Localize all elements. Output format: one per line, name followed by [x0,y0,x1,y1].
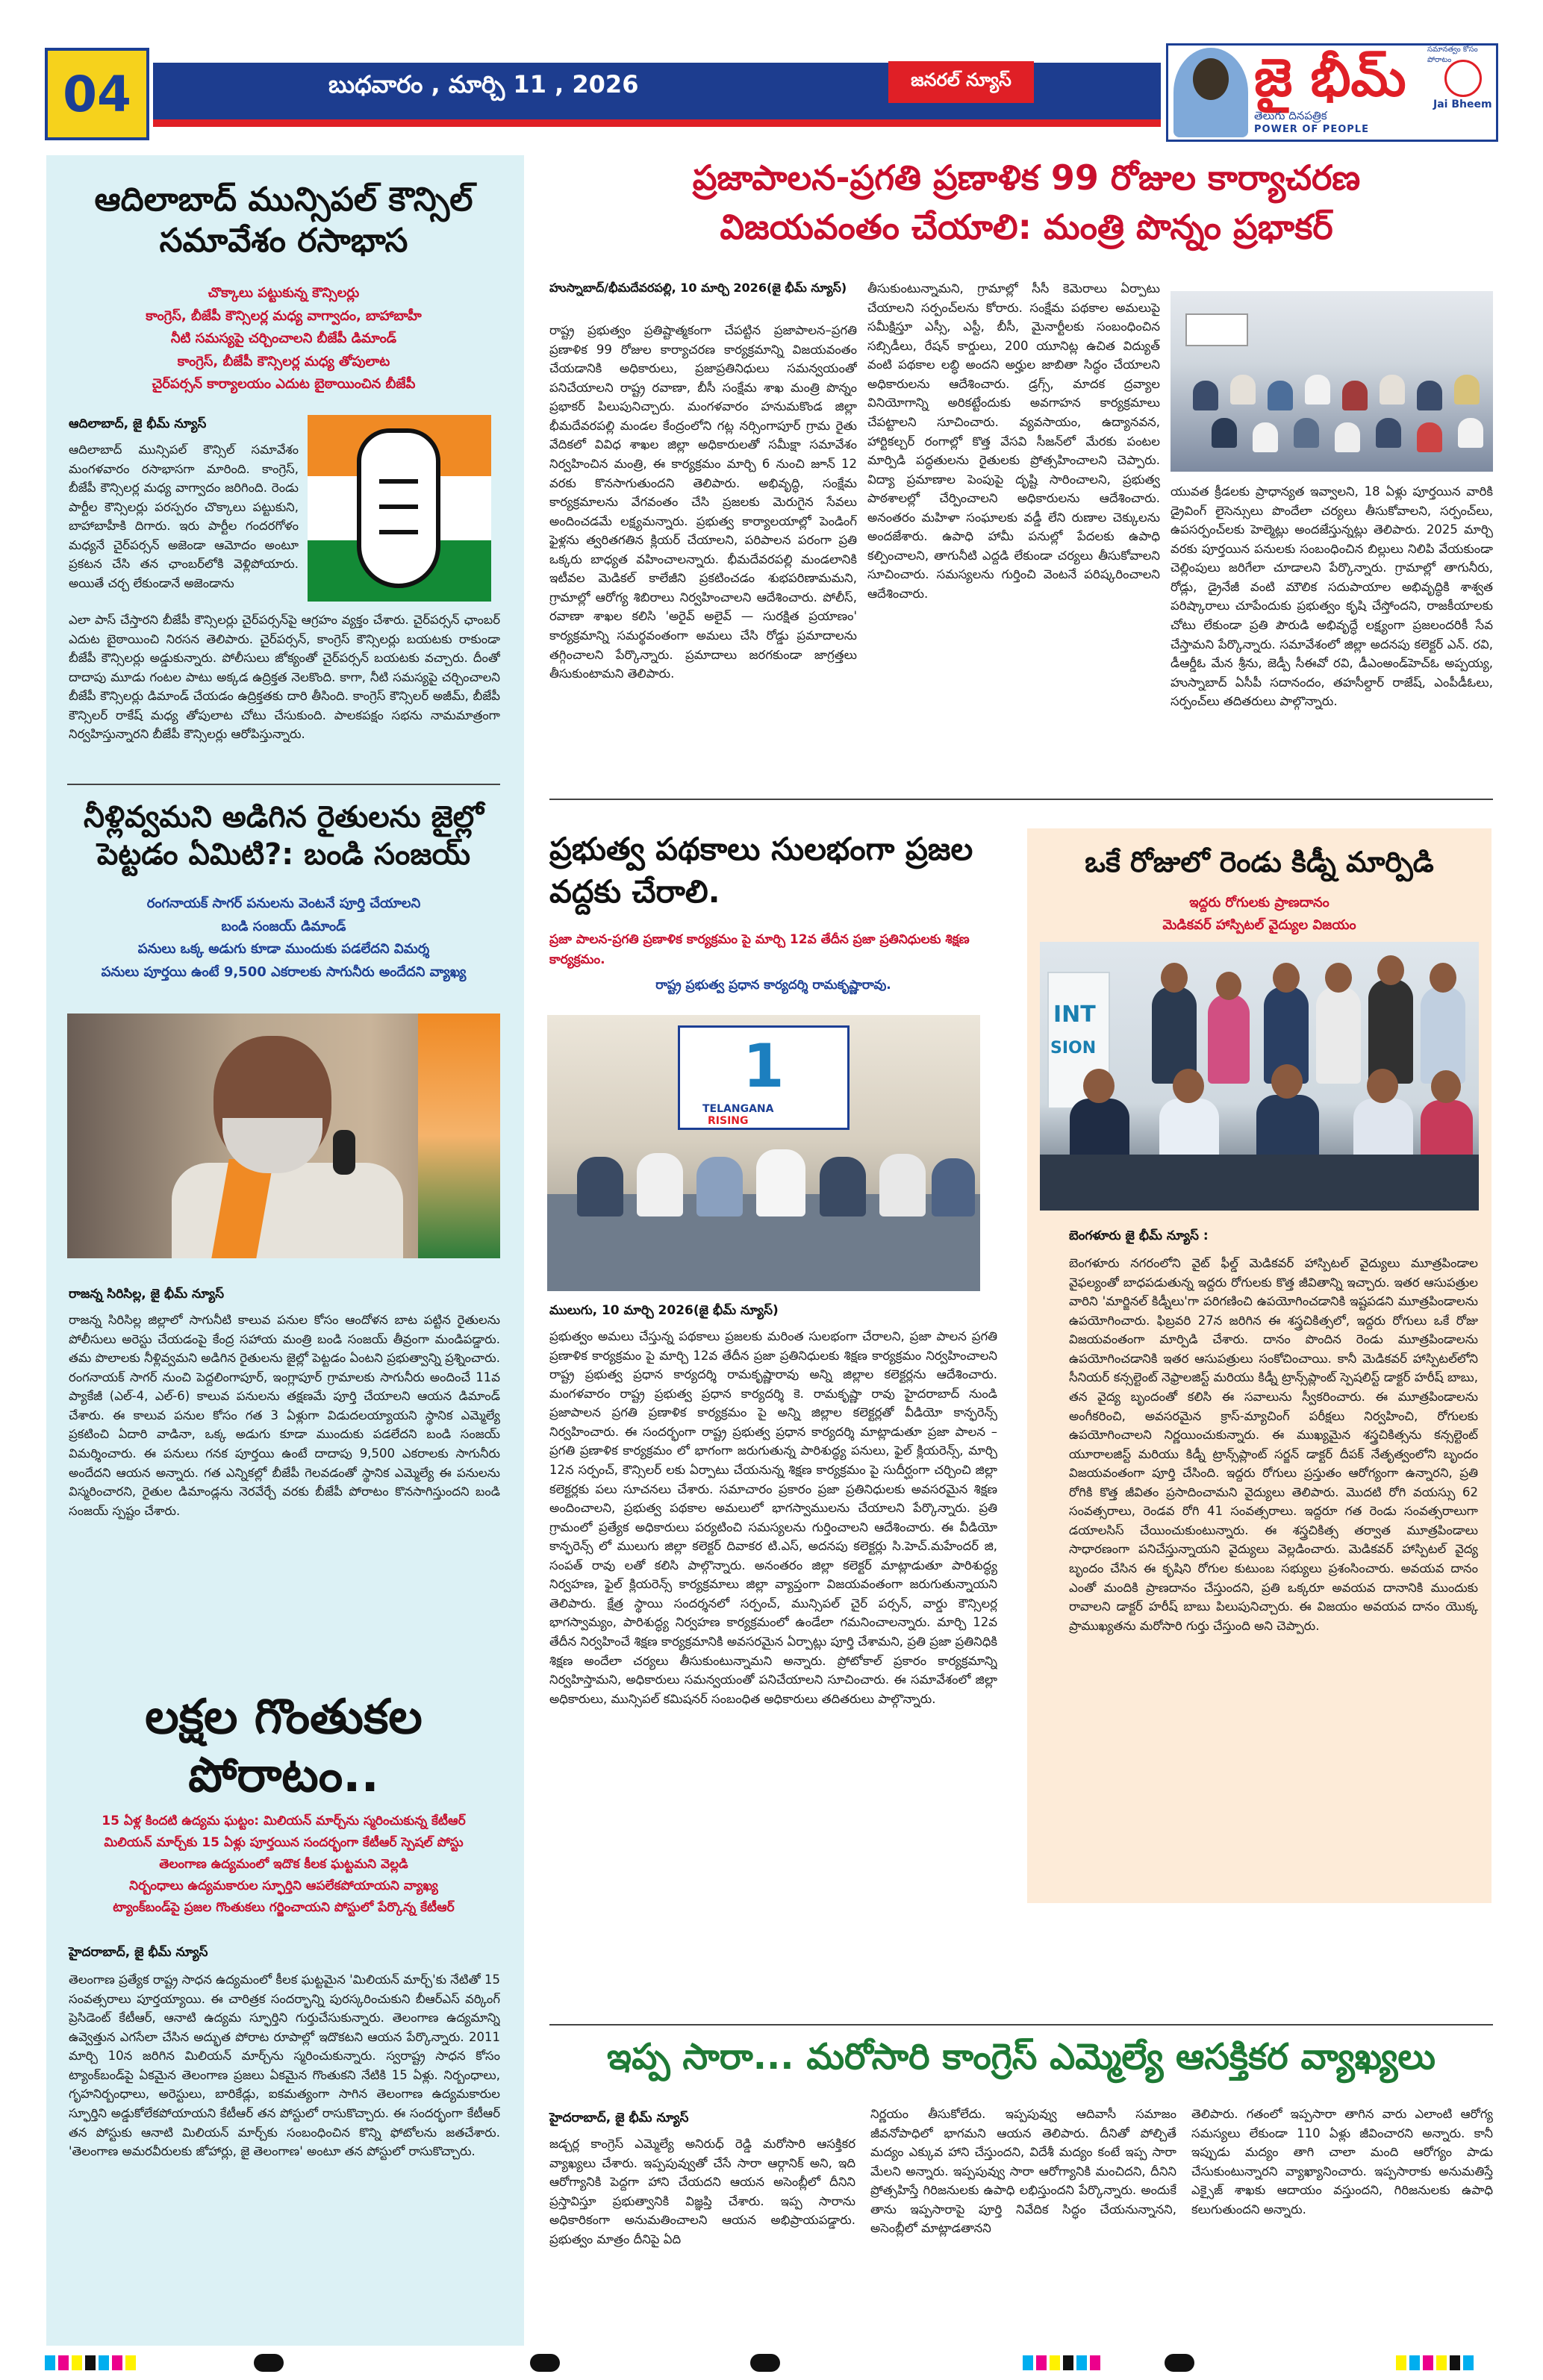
registration-pill [1165,2354,1194,2372]
adilabad-dateline: ఆదిలాబాద్, జై భీమ్ న్యూస్ [69,416,207,431]
hand-line [379,479,418,484]
lakshala-subhead: నిర్బంధాలు ఉద్యమకారుల స్ఫూర్తిని ఆపలేకపోయాయని వ్యాఖ్య [129,1878,438,1893]
projector-screen [1185,313,1248,346]
adilabad-body-part1: ఆదిలాబాద్ మున్సిపల్ కౌన్సిల్ సమావేశం మంగళవారం రసాభాసగా మారింది. కాంగ్రెస్, బీజేపీ కౌన్సిలర్ల మధ్య వాగ్వాదం జరిగింది. రెండు పార్టీల కౌన్సిలర్లు పరస్పరం చొక్కాలు పట్టుకుని, బాహాబాహీకి దిగారు. ఇరు పార్టీల గందరగోళం మధ్యనే చైర్‌పర్సన్ అజెండా ఆమోదం అంటూ ప్రకటన చేసి తన ఛాంబర్‌లోకి వెళ్లిపోయారు. అయితే చర్చ లేకుండానే అజెండాను [69,443,299,590]
banner-numeral-icon: 1 [743,1031,785,1101]
prajapalana-dateline: హుస్నాబాద్/భీమదేవరపల్లి, 10 మార్చి 2026(జై భీమ్ న్యూస్) [549,281,847,295]
ippa-dateline: హైదరాబాద్, జై భీమ్ న్యూస్ [549,2111,689,2126]
ippa-body-col3: తెలిపారు. గతంలో ఇప్పసారా తాగిన వారు ఎలాంటి ఆరోగ్య సమస్యలు లేకుండా 110 ఏళ్లు జీవించారని అన్నారు. కానీ ఇప్పుడు మద్యం తాగి చాలా మంది ఆరోగ్యం పాడు చేసుకుంటున్నారని వ్యాఖ్యానించారు. ఇప్పసారాకు అనుమతిస్తే ఎక్సైజ్ శాఖకు ఆదాయం వస్తుందని, గిరిజనులకు ఉపాధి కలుగుతుందని అన్నారు. [1191,2107,1493,2217]
adilabad-subhead: చొక్కాలు పట్టుకున్న కౌన్సిలర్లు [208,285,360,301]
prajapalana-body-col1: రాష్ట్ర ప్రభుత్వం ప్రతిష్టాత్మకంగా చేపట్టిన ప్రజాపాలన–ప్రగతి ప్రణాళిక 99 రోజుల కార్యాచరణ కార్యక్రమాన్ని విజయవంతం చేయడానికి అధికారులు, ప్రజాప్రతినిధులు సమన్వయంతో పనిచేయాలని రాష్ట్ర రవాణా, బీసీ సంక్షేమ శాఖ మంత్రి పొన్నం ప్రభాకర్ పిలుపునిచ్చారు. మంగళవారం హనుమకొండ జిల్లా భీమదేవరపల్లి మండల కేంద్రంలోని గట్ల నర్సింగాపూర్ గ్రామ రైతు వేదికలో వివిధ శాఖల జిల్లా అధికారులతో సమీక్షా సమావేశం నిర్వహించిన మంత్రి, ఈ కార్యక్రమం మార్చి 6 నుంచి జూన్ 12 వరకు కొనసాగుతుందని తెలిపారు. అభివృద్ధి, సంక్షేమ కార్యక్రమాలను వేగవంతం చేసి ప్రజలకు మెరుగైన సేవలు అందించడమే లక్ష్యమన్నారు. ప్రభుత్వ కార్యాలయాల్లో పెండింగ్ ఫైళ్లను త్వరితగతిన క్లియర్ చేయాలని, పరిపాలన పరంగా ప్రతి ఒక్కరు బాధ్యత వహించాలన్నారు. భీమదేవరపల్లి మండలానికి ఇటీవల మెడికల్ కాలేజీని ప్రకటించడం శుభపరిణామమని, గ్రామాల్లో ఆరోగ్య శిబిరాలు నిర్వహించాలని ఆదేశించారు. పోలీస్, రవాణా శాఖల కలిసి 'అరైవ్ అలైవ్ — సురక్షిత ప్రయాణం' కార్యక్రమాన్ని సమర్థవంతంగా అమలు చేసి రోడ్డు ప్రమాదాలను తగ్గించాలని పేర్కొన్నారు. ప్రమాదాలు జరగకుండా జాగ్రత్తలు తీసుకుంటామని తెలిపారు. [549,323,857,681]
prajapalana-headline-line2: విజయవంతం చేయాలి: మంత్రి పొన్నం ప్రభాకర్ [720,207,1333,247]
cmyk-swatch [1023,2355,1033,2370]
ippa-body-col1: జడ్చర్ల కాంగ్రెస్ ఎమ్మెల్యే అనిరుధ్ రెడ్డి మరోసారి ఆసక్తికర వ్యాఖ్యలు చేశారు. ఇప్పపువ్వుతో చేసే సారా ఆర్గానిక్ అని, ఇది ఆరోగ్యానికి పెద్దగా హాని చేయదని ఆయన అసెంబ్లీలో దీనిని ప్రస్తావిస్తూ ప్రభుత్వానికి విజ్ఞప్తి చేశారు. ఇప్ప సారాను అధికారికంగా అనుమతించాలని ఆయన అభిప్రాయపడ్డారు. ప్రభుత్వం మాత్రం దీనిపై ఏది [549,2137,855,2246]
pathakalu-subhead2: రాష్ట్ర ప్రభుత్వ ప్రధాన కార్యదర్శి రామకృష్ణారావు. [655,978,891,993]
registration-pill [254,2354,284,2372]
bandi-subheads [67,893,500,984]
registration-pill [530,2354,560,2372]
cmyk-swatch [1063,2355,1073,2370]
person-body [172,1163,403,1258]
cmyk-swatch [1090,2355,1100,2370]
bandi-dateline: రాజన్న సిరిసిల్ల, జై భీమ్ న్యూస్ [69,1287,225,1302]
kidney-subhead2: మెడికవర్ హాస్పిటల్ వైద్యుల విజయం [1162,917,1356,933]
divider [549,2024,1493,2026]
adilabad-subhead: కాంగ్రెస్, బీజేపీ కౌన్సిలర్ల మధ్య తోపులాట [177,353,390,369]
pathakalu-dateline: ములుగు, 10 మార్చి 2026(జై భీమ్ న్యూస్) [549,1303,779,1318]
adilabad-headline: ఆదిలాబాద్ మున్సిపల్ కౌన్సిల్ సమావేశం రసాభాస [94,181,473,260]
logo-side-text [1427,45,1494,66]
kidney-body: బెంగళూరు నగరంలోని వైట్ ఫీల్డ్ మెడికవర్ హాస్పిటల్ వైద్యులు మూత్రపిండాల వైఫల్యంతో బాధపడుతున్న ఇద్దరు రోగులకు కొత్త జీవితాన్ని ఇచ్చారు. ఇతర ఆసుపత్రుల వారిని 'మార్జినల్ కిడ్నీలు'గా పరిగణించి ఉపయోగించడానికి ఇష్టపడని మూత్రపిండాలను ఉపయోగించారు. ఫిబ్రవరి 27న జరిగిన ఈ శస్త్రచికిత్సలో, ఇద్దరు రోగులు ఒకే రోజు విజయవంతంగా మార్పిడి చేశారు. దానం పొందిన రెండు మూత్రపిండాలను ఉపయోగించడానికి ఇతర ఆసుపత్రులు సంకోచించాయి. కానీ మెడికవర్ హాస్పిటల్‌లోని సీనియర్ కన్సల్టెంట్ నెఫ్రాలజిస్ట్ మరియు కిడ్నీ ట్రాన్స్‌ప్లాంట్ స్పెషలిస్ట్ డాక్టర్ హరీష్ బాబు, తన వైద్య బృందంతో కలిసి ఈ సవాలును స్వీకరించారు. ఈ మూత్రపిండాలను అంగీకరించి, అవసరమైన క్రాస్-మ్యాచింగ్ పరీక్షలు నిర్వహించి, రోగులకు ఉపయోగించాలని నిర్ణయించుకున్నారు. ఈ ముఖ్యమైన శస్త్రచికిత్సను కన్సల్టెంట్ యూరాలజిస్ట్ మరియు కిడ్నీ ట్రాన్స్‌ప్లాంట్ సర్జన్ డాక్టర్ దీపక్ నేతృత్వంలోని బృందం విజయవంతంగా పూర్తి చేసింది. ఇద్దరు రోగులు ప్రస్తుతం ఆరోగ్యంగా ఉన్నారని, ప్రతి రోగికి కొత్త జీవితం ప్రసాదించామని వైద్యులు తెలిపారు. మొదటి రోగి వయస్సు 62 సంవత్సరాలు, రెండవ రోగి 41 సంవత్సరాలు. ఇద్దరూ గత రెండు సంవత్సరాలుగా డయాలసిస్ చేయించుకుంటున్నారు. ఈ శస్త్రచికిత్స తర్వాత మూత్రపిండాలు సాధారణంగా పనిచేస్తున్నాయని వైద్యులు వెల్లడించారు. మెడికవర్ హాస్పిటల్ వైద్య బృందం చేసిన ఈ కృషిని రోగుల కుటుంబ సభ్యులు ప్రశంసించారు. అవయవ దానం ఎంతో మందికి ప్రాణదానం చేస్తుందని, ప్రతి ఒక్కరూ అవయవ దానానికి ముందుకు రావాలని డాక్టర్ హరీష్ బాబు పిలుపునిచ్చారు. ఈ విజయం అవయవ దానం యొక్క ప్రాముఖ్యతను మరోసారి గుర్తు చేస్తుంది అని చెప్పారు. [1069,1256,1478,1633]
prajapalana-meeting-photo [1171,291,1493,472]
cmyk-swatch [58,2355,69,2370]
divider [549,799,1493,800]
page-number: 04 [45,48,149,140]
adilabad-body-part2: ఎలా పాస్ చేస్తారని బీజేపీ కౌన్సిలర్లు చైర్‌పర్సన్‌పై ఆగ్రహం వ్యక్తం చేశారు. చైర్‌పర్సన్ ఛాంబర్ ఎదుట బైఠాయించి నిరసన తెలిపారు. చైర్‌పర్సన్, కాంగ్రెస్ కౌన్సిలర్లు బయటకు రాకుండా బీజేపీ కౌన్సిలర్లు అడ్డుకున్నారు. పోలీసులు జోక్యంతో చైర్‌పర్సన్ బయటకు వచ్చారు. దీంతో దాదాపు మూడు గంటల పాటు అక్కడ ఉద్రిక్తత నెలకొంది. కాగా, నీటి సమస్యపై చర్చించాలని బీజేపీ కౌన్సిలర్లు డిమాండ్ చేయడం ఉద్రిక్తతకు దారి తీసింది. కాంగ్రెస్ కౌన్సిలర్ అజీమ్, బీజేపీ కౌన్సిలర్ రాకేష్ మధ్య తోపులాట చోటు చేసుకుంది. పాలకపక్షం సభను నామమాత్రంగా నిర్వహిస్తున్నారని బీజేపీ కౌన్సిలర్లు ఆరోపిస్తున్నారు. [69,613,500,742]
bandi-subhead: రంగనాయక్ సాగర్ పనులను వెంటనే పూర్తి చేయాలని [146,896,421,911]
logo-title: జై భీమ్ [1254,46,1406,108]
section-label: జనరల్ న్యూస్ [888,61,1034,103]
lakshala-subhead: మిలియన్ మార్చ్‌కు 15 ఏళ్లు పూర్తయిన సందర్భంగా కేటీఆర్ స్పెషల్ పోస్టు [104,1834,464,1850]
bandi-subhead: బండి సంజయ్ డిమాండ్ [221,918,346,934]
stage-table [1040,1155,1479,1211]
adilabad-subheads [67,282,500,396]
pathakalu-subhead1: ప్రజా పాలన-ప్రగతి ప్రణాళిక కార్యక్రమం పై మార్చి 12వ తేదీన ప్రజా ప్రతినిధులకు శిక్షణ కార్యక్రమం. [549,932,970,968]
cmyk-swatch [1450,2355,1460,2370]
masthead-date: బుధవారం , మార్చి 11 , 2026 [328,70,639,99]
lakshala-subhead: తెలంగాణ ఉద్యమంలో ఇదొక కీలక ఘట్టమని వెల్లడి [159,1856,408,1872]
lakshala-dateline: హైదరాబాద్, జై భీమ్ న్యూస్ [69,1945,208,1960]
cmyk-swatch [72,2355,82,2370]
ippa-body-col2: నిర్ణయం తీసుకోలేదు. ఇప్పపువ్వు ఆదివాసీ సమాజం జీవనోపాధిలో భాగమని ఆయన తెలిపారు. దీనితో పోల్చితే మద్యం ఎక్కువ హాని చేస్తుందని, విదేశీ మద్యం కంటే ఇప్ప సారా మేలని అన్నారు. ఇప్పపువ్వు సారా ఆరోగ్యానికి మంచిదని, దీనిని ప్రోత్సహిస్తే గిరిజనులకు ఉపాధి లభిస్తుందని పేర్కొన్నారు. అందుకే తాను ఇప్పసారాపై పూర్తి నివేదిక సిద్ధం చేయనున్నానని, అసెంబ్లీలో మాట్లాడతానని [870,2107,1176,2236]
pathakalu-body: ప్రభుత్వం అమలు చేస్తున్న పథకాలు ప్రజలకు మరింత సులభంగా చేరాలని, ప్రజా పాలన ప్రగతి ప్రణాళిక కార్యక్రమం పై మార్చి 12వ తేదీన ప్రజా ప్రతినిధులకు శిక్షణ కార్యక్రమం నిర్వహించాలని రాష్ట్ర ప్రభుత్వ ప్రధాన కార్యదర్శి రామకృష్ణారావు అన్ని జిల్లాల కలెక్టర్లను ఆదేశించారు. మంగళవారం రాష్ట్ర ప్రభుత్వ ప్రధాన కార్యదర్శి కె. రామకృష్ణా రావు హైదరాబాద్ నుండి ప్రజాపాలన ప్రగతి ప్రణాళిక కార్యక్రమం పై అన్ని జిల్లాల కలెక్టర్లతో వీడియో కాన్ఫరెన్స్ నిర్వహించారు. ఈ సందర్భంగా రాష్ట్ర ప్రభుత్వ ప్రధాన కార్యదర్శి మాట్లాడుతూ ప్రజా పాలన – ప్రగతి ప్రణాళిక కార్యక్రమం లో భాగంగా జరుగుతున్న పారిశుద్ధ్య పనులు, ఫైల్ క్లియరెన్స్, మార్చి 12న సర్పంచ్, కౌన్సిలర్ లకు ఏర్పాటు చేయనున్న శిక్షణ కార్యక్రమం పై సుదీర్ఘంగా చర్చించి జిల్లా కలెక్టర్లకు పలు సూచనలు చేశారు. సమాచారం ప్రకారం ప్రజా ప్రతినిధులకు అవసరమైన శిక్షణ అందించాలని, ప్రభుత్వ పథకాల అమలులో భాగస్వాములను చేయాలని పేర్కొన్నారు. ప్రతి గ్రామంలో ప్రత్యేక అధికారులు పర్యటించి సమస్యలను గుర్తించాలని ఆదేశించారు. ఈ వీడియో కాన్ఫరెన్స్ లో ములుగు జిల్లా కలెక్టర్ దివాకర టి.ఎస్, అదనపు కలెక్టర్లు సి.హెచ్.మహేందర్ జి, సంపత్ రావు లతో కలిసి పాల్గొన్నారు. అనంతరం జిల్లా కలెక్టర్ మాట్లాడుతూ పారిశుద్ధ్య నిర్వహణ, ఫైల్ క్లియరెన్స్ కార్యక్రమాలు జిల్లా వ్యాప్తంగా విజయవంతంగా జరుగుతున్నాయని తెలిపారు. క్షేత్ర స్థాయి సందర్శనలో సర్పంచ్, మున్సిపల్ చైర్ పర్సన్, వార్డు కౌన్సిలర్ల భాగస్వామ్యం, పారిశుద్ధ్య నిర్వహణ కార్యక్రమంలో ఉండేలా గమనించాలన్నారు. మార్చి 12వ తేదీన నిర్వహించే శిక్షణ కార్యక్రమానికి అవసరమైన ఏర్పాట్లు పూర్తి చేశామని, ప్రతి ప్రజా ప్రతినిధికి శిక్షణ అందేలా చర్యలు తీసుకుంటున్నామని అన్నారు. ప్రోటోకాల్ ప్రకారం కార్యక్రమాన్ని నిర్వహిస్తామని, అధికారులు సమన్వయంతో పనిచేయాలని సూచించారు. ఈ సమావేశంలో జిల్లా అధికారులు, మున్సిపల్ కమిషనర్ సంబంధిత అధికారులు తదితరులు పాల్గొన్నారు. [549,1329,997,1706]
prajapalana-body-col2: తీసుకుంటున్నామని, గ్రామాల్లో సీసీ కెమెరాలు ఏర్పాటు చేయాలని సర్పంచ్‌లను కోరారు. సంక్షేమ పథకాల అమలుపై సమీక్షిస్తూ ఎస్సీ, ఎస్టీ, బీసీ, మైనార్టీలకు సంబంధించిన సబ్సిడీలు, రేషన్ కార్డులు, 200 యూనిట్ల ఉచిత విద్యుత్ వంటి పథకాల లబ్ధి అందని అర్హుల జాబితా సిద్ధం చేయాలని అధికారులను ఆదేశించారు. డ్రగ్స్, మాదక ద్రవ్యాల వినియోగాన్ని అరికట్టేందుకు అవగాహన కార్యక్రమాలు చేపట్టాలని సూచించారు. వ్యవసాయం, ఉద్యానవన, హార్టికల్చర్ రంగాల్లో కొత్త వేసవి సీజన్‌లో మేరకు పంటల మార్పిడి పద్ధతులను రైతులకు ప్రోత్సహించాలని చెప్పారు. విద్యా ప్రమాణాల పెంపుపై దృష్టి సారించాలని, ప్రభుత్వ పాఠశాలల్లో చేర్పించాలని అధికారులను ఆదేశించారు. అనంతరం మహిళా సంఘాలకు వడ్డీ లేని రుణాల చెక్కులను అందజేశారు. ఉపాధి హామీ పనుల్లో పేదలకు ఉపాధి కల్పించాలని, తాగునీటి ఎద్దడి లేకుండా చర్యలు తీసుకోవాలని సూచించారు. సమస్యలను గుర్తించి వెంటనే పరిష్కరించాలని ఆదేశించారు. [867,281,1160,601]
standee-text2: SION [1050,1039,1097,1058]
lakshala-headline: లక్షల గొంతుకల పోరాటం.. [145,1690,423,1804]
cmyk-swatch [1436,2355,1447,2370]
cmyk-swatch [99,2355,109,2370]
standee-text: INT [1053,1002,1096,1028]
pathakalu-video-conference-photo [547,1015,980,1291]
logo-side-caption: సమానత్వం కోసం పోరాటం [1427,46,1478,64]
cmyk-swatch [112,2355,122,2370]
microphone-icon [333,1130,355,1175]
prajapalana-headline-line1: ప్రజాపాలన-ప్రగతి ప్రణాళిక 99 రోజుల కార్యాచరణ [692,157,1361,198]
cmyk-swatch [1076,2355,1087,2370]
logo-tagline: తెలుగు దినపత్రిక [1254,109,1327,122]
prajapalana-body-col3: యువత క్రీడలకు ప్రాధాన్యత ఇవ్వాలని, 18 ఏళ్లు పూర్తయిన వారికి డ్రైవింగ్ లైసెన్సులు పొందేలా చర్యలు తీసుకోవాలని, సర్పంచ్‌లు, ఉపసర్పంచ్‌లకు హెల్మెట్లు అందజేస్తున్నట్లు తెలిపారు. 2025 మార్చి వరకు పూర్తయిన పనులకు సంబంధించిన బిల్లులు నిలిపి వేయకుండా చెల్లింపులు జరిగేలా చూడాలని పేర్కొన్నారు. గ్రామాల్లో తాగునీరు, రోడ్లు, డ్రైనేజీ వంటి మౌలిక సదుపాయాల అభివృద్ధికి శాశ్వత పరిష్కారాలు చూపేందుకు ప్రభుత్వం కృషి చేస్తోందని, రాజకీయాలకు చోటు లేకుండా ప్రతి పౌరుడి అభివృద్ధే లక్ష్యంగా ప్రజలందరికీ సేవ చేస్తామని పేర్కొన్నారు. సమావేశంలో జిల్లా అదనపు కలెక్టర్ ఎన్. రవి, డీఆర్డీఓ మేన శ్రీను, జెడ్పీ సీఈవో రవి, డీఎంఅండ్‌హెచ్ఓ అప్పయ్య, హుస్నాబాద్ ఏసీపీ సదానందం, తహసీల్దార్ రాజేష్, ఎంపీడీఓలు, సర్పంచ్‌లు తదితరులు పాల్గొన్నారు. [1171,484,1493,709]
congress-logo-image [308,415,491,602]
registration-pill [750,2354,780,2372]
masthead-stripe [153,119,1161,127]
hand-line [379,505,418,509]
cmyk-swatch [1409,2355,1420,2370]
lakshala-body: తెలంగాణ ప్రత్యేక రాష్ట్ర సాధన ఉద్యమంలో కీలక ఘట్టమైన 'మిలియన్ మార్చ్'కు నేటితో 15 సంవత్సరాలు పూర్తయ్యాయి. ఈ చారిత్రక సందర్భాన్ని పురస్కరించుకుని బీఆర్ఎస్ వర్కింగ్ ప్రెసిడెంట్ కేటీఆర్, ఆనాటి ఉద్యమ స్ఫూర్తిని గుర్తుచేసుకున్నారు. తెలంగాణ ఉద్యమాన్ని ఉవ్వెత్తున ఎగసేలా చేసిన అద్భుత పోరాట రూపాల్లో ఇదొకటని ఆయన పేర్కొన్నారు. 2011 మార్చి 10న జరిగిన మిలియన్ మార్చ్‌ను స్మరించుకున్నారు. స్వరాష్ట్ర సాధన కోసం ట్యాంక్‌బండ్‌పై ఏకమైన తెలంగాణ ప్రజలు ఏకమైన గొంతుకని నేటికి 15 ఏళ్లు. నిర్బంధాలు, గృహనిర్బంధాలు, అరెస్టులు, బారికేడ్లు, ఐకమత్యంగా సాగిన తెలంగాణ ఉద్యమకారుల స్ఫూర్తిని అడ్డుకోలేకపోయాయని కేటీఆర్ తన పోస్టులో రాసుకొచ్చారు. ఈ సందర్భంగా కేటీఆర్ తన పోస్టుకు ఆనాటి మిలియన్ మార్చ్‌కు సంబంధించిన కొన్ని ఫోటోలను జతచేశారు. 'తెలంగాణ అమరవీరులకు జోహార్లు, జై తెలంగాణ' అంటూ తన పోస్టులో రాసుకొచ్చారు. [69,1973,500,2159]
print-registration-marks [0,2343,1543,2380]
bandi-sanjay-photo [67,1013,500,1258]
bandi-body: రాజన్న సిరిసిల్ల జిల్లాలో సాగునీటి కాలువ పనుల కోసం ఆందోళన బాట పట్టిన రైతులను పోలీసులు అరెస్టు చేయడంపై కేంద్ర సహాయ మంత్రి బండి సంజయ్ తీవ్రంగా మండిపడ్డారు. తమ పొలాలకు నీళ్లివ్వమని అడిగిన రైతులను జైల్లో పెట్టడం ఏంటని ప్రభుత్వాన్ని ప్రశ్నించారు. రంగనాయక్ సాగర్ నుంచి పెద్దలింగాపూర్, ఇంగ్లాపూర్ గ్రామాలకు సాగునీరు అందించే 11వ ప్యాకేజీ (ఎల్-4, ఎల్-6) కాలువ పనులను తక్షణమే పూర్తి చేయాలని ఆయన డిమాండ్ చేశారు. ఈ కాలువ పనుల కోసం గత 3 ఏళ్లుగా విడుదలయ్యాయని స్థానిక ఎమ్మెల్యే ప్రకటించి ఏదారి వాడినా, ఒక్క అడుగు కూడా ముందుకు పడలేదని బండి సంజయ్ విమర్శించారు. ఈ పనులు గనక పూర్తయి ఉంటే దాదాపు 9,500 ఎకరాలకు సాగునీరు అందేదని ఆయన అన్నారు. గత ఎన్నికల్లో బీజేపీ గెలవడంతో స్థానిక ఎమ్మెల్యే ఈ పనులను విస్మరించారని, రైతుల డిమాండ్లను నెరవేర్చే వరకు బీజేపీ పోరాటం కొనసాగిస్తుందని బండి సంజయ్ స్పష్టం చేశారు. [69,1313,500,1518]
cmyk-swatch [45,2355,55,2370]
lakshala-subhead: ట్యాంక్‌బండ్‌పై ప్రజల గొంతుకలు గర్జించాయని పోస్టులో పేర్కొన్న కేటీఆర్ [113,1899,455,1915]
kidney-headline: ఒకే రోజులో రెండు కిడ్నీ మార్పిడి [1085,846,1434,878]
cmyk-swatch [1036,2355,1047,2370]
logo-seal-text: Jai Bheem [1433,99,1492,110]
banner-text-rising: RISING [708,1115,749,1127]
adilabad-subhead: చైర్‌పర్సన్ కార్యాలయం ఎదుట బైఠాయించిన బీజేపీ [152,376,416,393]
cmyk-swatch [1423,2355,1433,2370]
cmyk-swatch [85,2355,96,2370]
cmyk-swatch [1050,2355,1060,2370]
kidney-subhead1: ఇద్దరు రోగులకు ప్రాణదానం [1189,895,1330,911]
cmyk-swatch [1396,2355,1406,2370]
pathakalu-headline: ప్రభుత్వ పథకాలు సులభంగా ప్రజల వద్దకు చేరాలి. [549,831,973,910]
bandi-headline: నీళ్లివ్వమని అడిగిన రైతులను జైల్లో పెట్టడం ఏమిటి?: బండి సంజయ్ [84,800,484,872]
bandi-subhead: పనులు ఒక్క అడుగు కూడా ముందుకు పడలేదని విమర్శ [137,941,430,958]
divider [67,784,500,785]
hand-line [379,530,418,534]
adilabad-subhead: కాంగ్రెస్, బీజేపీ కౌన్సిలర్ల మధ్య వాగ్వాదం, బాహాబాహీ [146,307,422,324]
congress-hand-icon [357,428,440,588]
cmyk-swatch [1463,2355,1474,2370]
lakshala-subheads [67,1811,500,1918]
party-flag-icon [418,1013,500,1258]
logo-english: POWER OF PEOPLE [1254,124,1369,135]
ippa-headline: ఇప్ప సారా... మరోసారి కాంగ్రెస్ ఎమ్మెల్యే ఆసక్తికర వ్యాఖ్యలు [607,2036,1436,2078]
banner-text: TELANGANA [702,1103,774,1115]
adilabad-subhead: నీటి సమస్యపై చర్చించాలని బీజేపీ డిమాండ్ [170,331,397,347]
kidney-doctors-photo [1040,942,1479,1211]
lakshala-subhead: 15 ఏళ్ల కిందటి ఉద్యమ ఘట్టం: మిలియన్ మార్చ్‌ను స్మరించుకున్న కేటీఆర్ [102,1814,466,1828]
kidney-dateline: బెంగళూరు జై భీమ్ న్యూస్ : [1069,1228,1209,1243]
logo-portrait-head-icon [1193,58,1229,100]
bandi-subhead: పనులు పూర్తయి ఉంటే 9,500 ఎకరాలకు సాగునీరు అందేదని వ్యాఖ్య [101,963,467,980]
cmyk-swatch [125,2355,136,2370]
